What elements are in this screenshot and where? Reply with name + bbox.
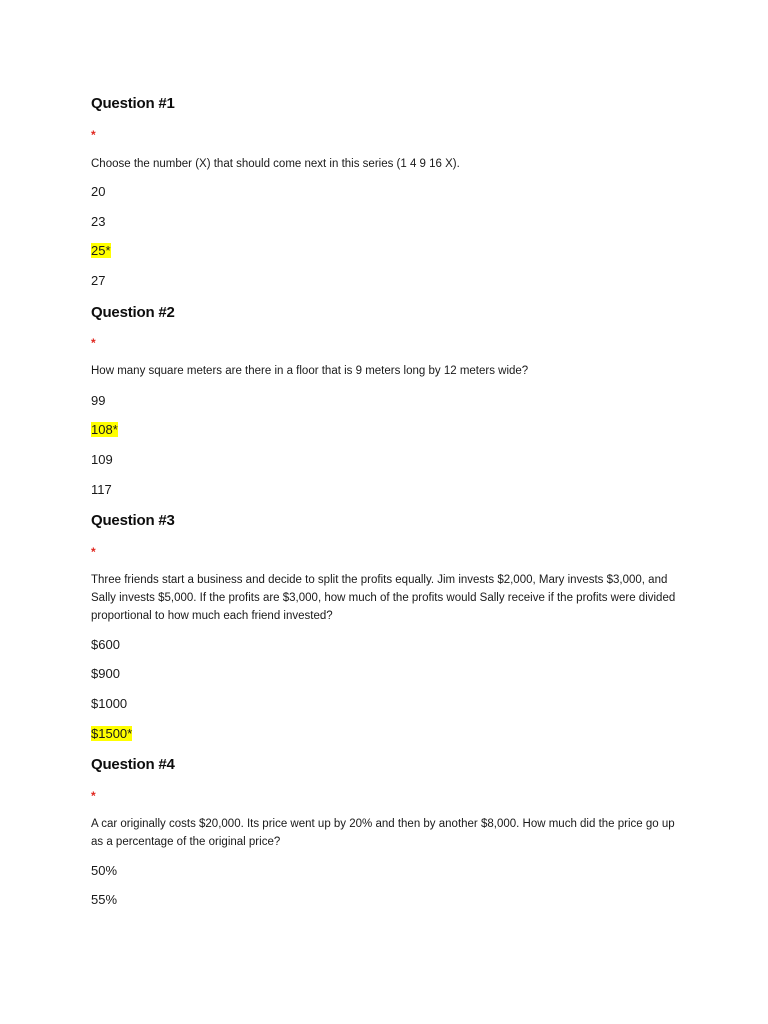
question-prompt: A car originally costs $20,000. Its price went up by 20% and then by another $8,000. How much did the price go up as a percentage of the original price? [91,818,675,848]
question-2 [91,304,688,321]
question-heading: Question #4 [91,756,175,773]
answer-option: $1000 [91,696,128,711]
answer-option-correct: $1500* [91,726,133,741]
answer-option: 50% [91,863,118,878]
question-prompt: Choose the number (X) that should come next in this series (1 4 9 16 X). [91,158,460,170]
answer-option: 23 [91,214,106,229]
question-heading: Question #2 [91,304,175,321]
answer-option: 55% [91,892,118,907]
required-mark: * [91,336,96,350]
answer-option-correct: 108* [91,422,118,437]
question-4 [91,756,688,773]
question-heading: Question #3 [91,512,175,529]
answer-option: $600 [91,637,120,652]
required-mark: * [91,545,96,559]
required-mark: * [91,128,96,142]
question-3 [91,512,688,529]
answer-option: $900 [91,666,120,681]
question-prompt: How many square meters are there in a floor that is 9 meters long by 12 meters wide? [91,365,529,377]
question-prompt: Three friends start a business and decide to split the profits equally. Jim invests $2,000, Mary invests $3,000, and Sally invests $5,000. If the profits are $3,000, how much of the profits would Sally receive if the profits were divided proportional to how much each friend invested? [91,574,676,622]
answer-option-correct: 25* [91,243,111,258]
answer-option: 27 [91,273,106,288]
answer-option: 99 [91,393,106,408]
answer-option: 20 [91,184,106,199]
answer-option: 117 [91,482,112,497]
answer-option: 109 [91,452,113,467]
question-1 [91,95,688,112]
question-heading: Question #1 [91,95,175,112]
required-mark: * [91,789,96,803]
